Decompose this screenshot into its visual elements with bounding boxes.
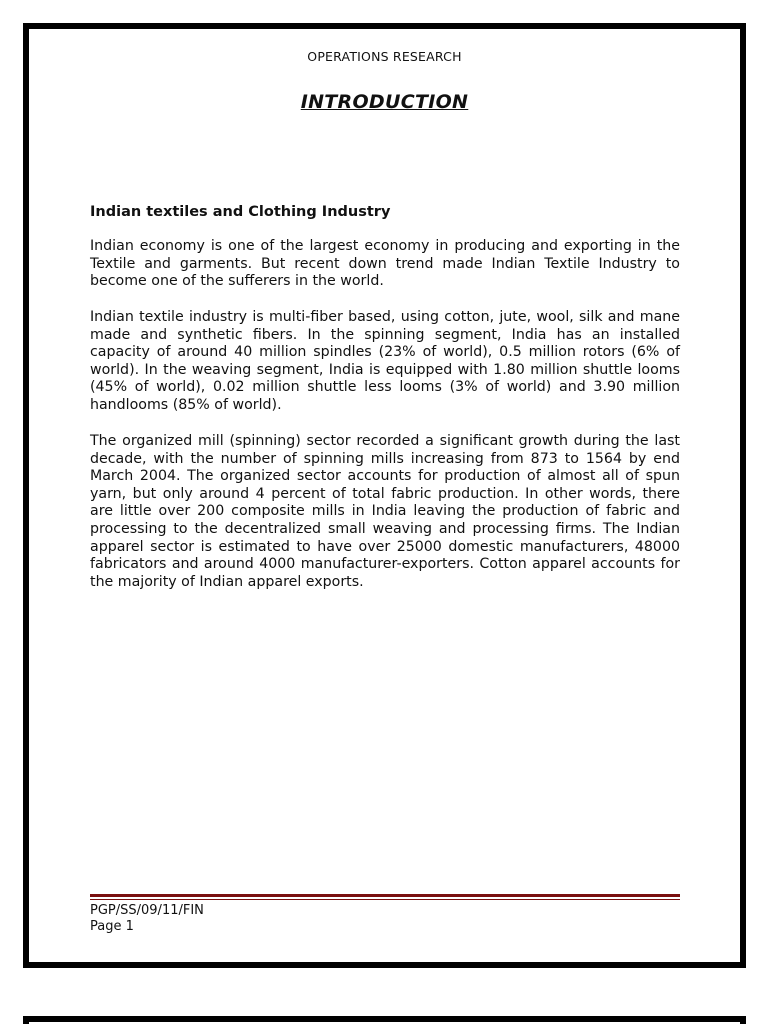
footer-page-number: Page 1 [90,919,134,934]
footer-rule-thin [90,899,680,900]
section-heading: Indian textiles and Clothing Industry [90,204,391,220]
footer-rule-thick [90,894,680,897]
footer-document-code: PGP/SS/09/11/FIN [90,903,204,918]
paragraph-organized-sector: The organized mill (spinning) sector recorded a significant growth during the last decade, with the number of spinning mills increasing from 873 to 1564 by end March 2004. The organized sector accounts for production of almost all of spun yarn, but only around 4 percent of total fabric production. In other words, there are little over 200 composite mills in India leaving the production of fabric and processing to the decentralized small weaving and processing firms. The Indian apparel sector is estimated to have over 25000 domestic manufacturers, 48000 fabricators and around 4000 manufacturer-exporters. Cotton apparel accounts for the majority of Indian apparel exports. [90,433,680,590]
next-page-edge [23,1016,746,1024]
running-header: OPERATIONS RESEARCH [307,49,462,64]
document-page [23,23,746,968]
page-title: INTRODUCTION [300,91,469,113]
paragraph-economy: Indian economy is one of the largest economy in producing and exporting in the Textile and garments. But recent down trend made Indian Textile Industry to become one of the sufferers in the world. [90,238,680,290]
paragraph-industry-capacity: Indian textile industry is multi-fiber based, using cotton, jute, wool, silk and mane made and synthetic fibers. In the spinning segment, India has an installed capacity of around 40 million spindles (23% of world), 0.5 million rotors (6% of world). In the weaving segment, India is equipped with 1.80 million shuttle looms (45% of world), 0.02 million shuttle less looms (3% of world) and 3.90 million handlooms (85% of world). [90,309,680,413]
